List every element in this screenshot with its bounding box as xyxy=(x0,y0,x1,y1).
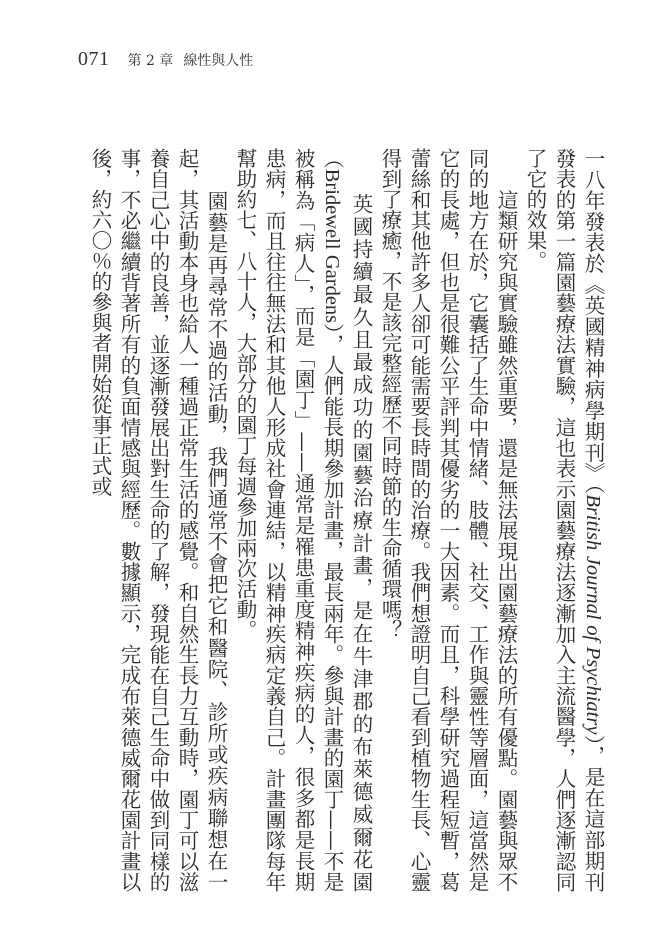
paragraph-1 xyxy=(520,148,607,892)
paragraph-4 xyxy=(85,148,230,892)
paragraph-segment: 這類研究與實驗雖然重要，還是無法展現出園藝療法的所有優點。園藝與眾不同的地方在於，它囊括了生命中情緒、肢體、社交、工作與靈性等層面，這當然是它的長處，但也是很難公平評判其優劣的一大因素。而且，科學研究過程短暫，葛蕾絲和其他許多人卻可能需要長時間的治療。我們想證明自己看到植物生長、心靈得到了療癒，不是該完整經歷不同時節的生命循環嗎？ xyxy=(378,148,518,892)
paragraph-segment: 英國持續最久且最成功的園藝治療計畫，是在牛津郡的布萊德威爾花園（ xyxy=(320,148,373,892)
chapter-title: 線性與人性 xyxy=(183,53,254,69)
page-number: 071 xyxy=(78,48,110,70)
body-text xyxy=(71,148,607,892)
garden-name-english: Bridewell Gardens xyxy=(321,168,343,324)
paragraph-segment: 一八年發表於《英國精神病學期刊》（ xyxy=(581,148,605,495)
chapter-label: 第 2 章 xyxy=(127,53,174,69)
paragraph-2 xyxy=(375,148,520,892)
running-header xyxy=(78,48,253,74)
paragraph-segment: ），人們能長期參加計畫，最長兩年。參與計畫的園丁——不是被稱為「病人」，而是「園丁」——通常是罹患重度精神疾病的人，很多都是長期患病，而且往往無法和其他人形成社會連結，以精神疾病定義自己。計畫團隊每年幫助約七、八十人，大部分的園丁每週參加兩次活動。 xyxy=(233,148,344,892)
paragraph-segment: ），是在這部期刊發表的第一篇園藝療法實驗，這也表示園藝療法逐漸加入主流醫學，人們逐漸認同了它的效果。 xyxy=(523,148,605,892)
paragraph-3 xyxy=(230,148,375,892)
journal-title-english: British Journal of Psychiatry xyxy=(582,494,604,735)
paragraph-segment: 園藝是再尋常不過的活動，我們通常不會把它和醫院、診所或疾病聯想在一起，其活動本身也給人一種過正常生活的感覺。和自然生長力互動時，園丁可以滋養自己心中的良善，並逐漸發展出對生命的了解，發現能在自己生命中做到同樣的事，不必繼續背著所有的負面情感與經歷。數據顯示，完成布萊德威爾花園計畫以後，約六〇％的參與者開始從事正式或 xyxy=(88,148,228,892)
